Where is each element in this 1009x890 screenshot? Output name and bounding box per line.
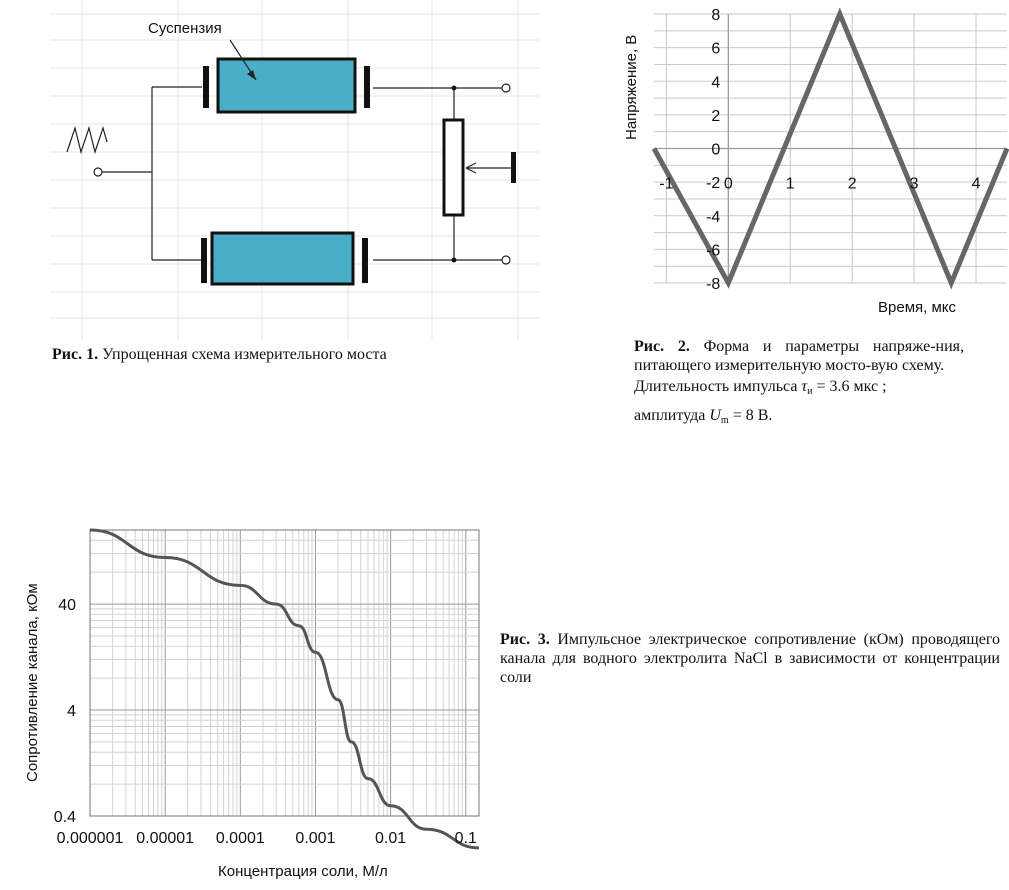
fig2-x-tick-label: 1 — [785, 175, 795, 193]
fig2-x-tick-label: 3 — [909, 175, 919, 193]
fig3-y-tick-label: 0.4 — [53, 809, 76, 826]
fig3-x-tick-label: 0.1 — [454, 830, 477, 847]
fig3-x-tick-label: 0.0001 — [215, 830, 265, 847]
fig2-y-tick-label: -6 — [706, 242, 721, 260]
fig3-y-axis-label: Сопротивление канала, кОм — [24, 583, 41, 782]
u-symbol: U — [709, 407, 721, 424]
fig2-y-tick-label: -8 — [706, 276, 721, 293]
fig2-y-tick-label: 4 — [711, 74, 721, 92]
fig3-y-tick-label: 4 — [67, 703, 76, 721]
figure-3-caption-label: Рис. 3. — [500, 631, 550, 648]
fig3-x-axis-label: Концентрация соли, М/л — [218, 863, 388, 880]
fig2-x-axis-label: Время, мкс — [878, 299, 957, 316]
fig3-x-tick-label: 0.000001 — [56, 830, 124, 847]
u-subscript: m — [720, 415, 729, 426]
pulse-duration-label: Длительность импульса — [634, 378, 798, 395]
figure-3-caption — [500, 630, 1000, 687]
figure-1-caption-text: Упрощенная схема измерительного моста — [98, 346, 387, 363]
suspension-label: Суспензия — [148, 20, 222, 37]
fig2-y-tick-label: 0 — [711, 141, 721, 159]
figure-2-caption-text: Форма и параметры напряже-ния, питающего измерительную мосто-вую схему. — [634, 338, 965, 374]
figure-1-caption-label: Рис. 1. — [52, 346, 99, 363]
fig2-x-tick-label: 2 — [847, 175, 857, 193]
fig2-y-tick-label: 2 — [711, 107, 721, 125]
fig3-x-tick-label: 0.00001 — [136, 830, 195, 847]
fig2-y-axis-label: Напряжение, В — [623, 34, 640, 140]
fig2-x-tick-label: -1 — [659, 175, 674, 193]
fig3-x-tick-label: 0.01 — [375, 830, 407, 847]
fig3-y-tick-label: 40 — [58, 597, 76, 615]
fig2-y-tick-label: -4 — [706, 208, 721, 226]
amplitude-label: амплитуда — [634, 407, 706, 424]
fig2-x-tick-label: 0 — [723, 175, 733, 193]
figure-2-caption-label: Рис. 2. — [634, 338, 690, 355]
tau-symbol: τ — [801, 378, 808, 395]
fig2-x-tick-label: 4 — [971, 175, 981, 193]
fig2-y-tick-label: 8 — [711, 7, 721, 24]
amplitude-value: = 8 В. — [732, 407, 773, 424]
fig3-x-tick-label: 0.001 — [295, 830, 336, 847]
figure-3-caption-text: Импульсное электрическое сопротивление (кОм) проводящего канала для водного электролита NaCl в зависимости от концентрации соли — [500, 631, 1000, 686]
fig2-y-tick-label: -2 — [706, 175, 721, 193]
fig2-y-tick-label: 6 — [711, 40, 721, 58]
tau-value: = 3.6 мкс ; — [816, 378, 887, 395]
fig3-grid — [90, 530, 479, 816]
tau-subscript: и — [807, 386, 813, 397]
